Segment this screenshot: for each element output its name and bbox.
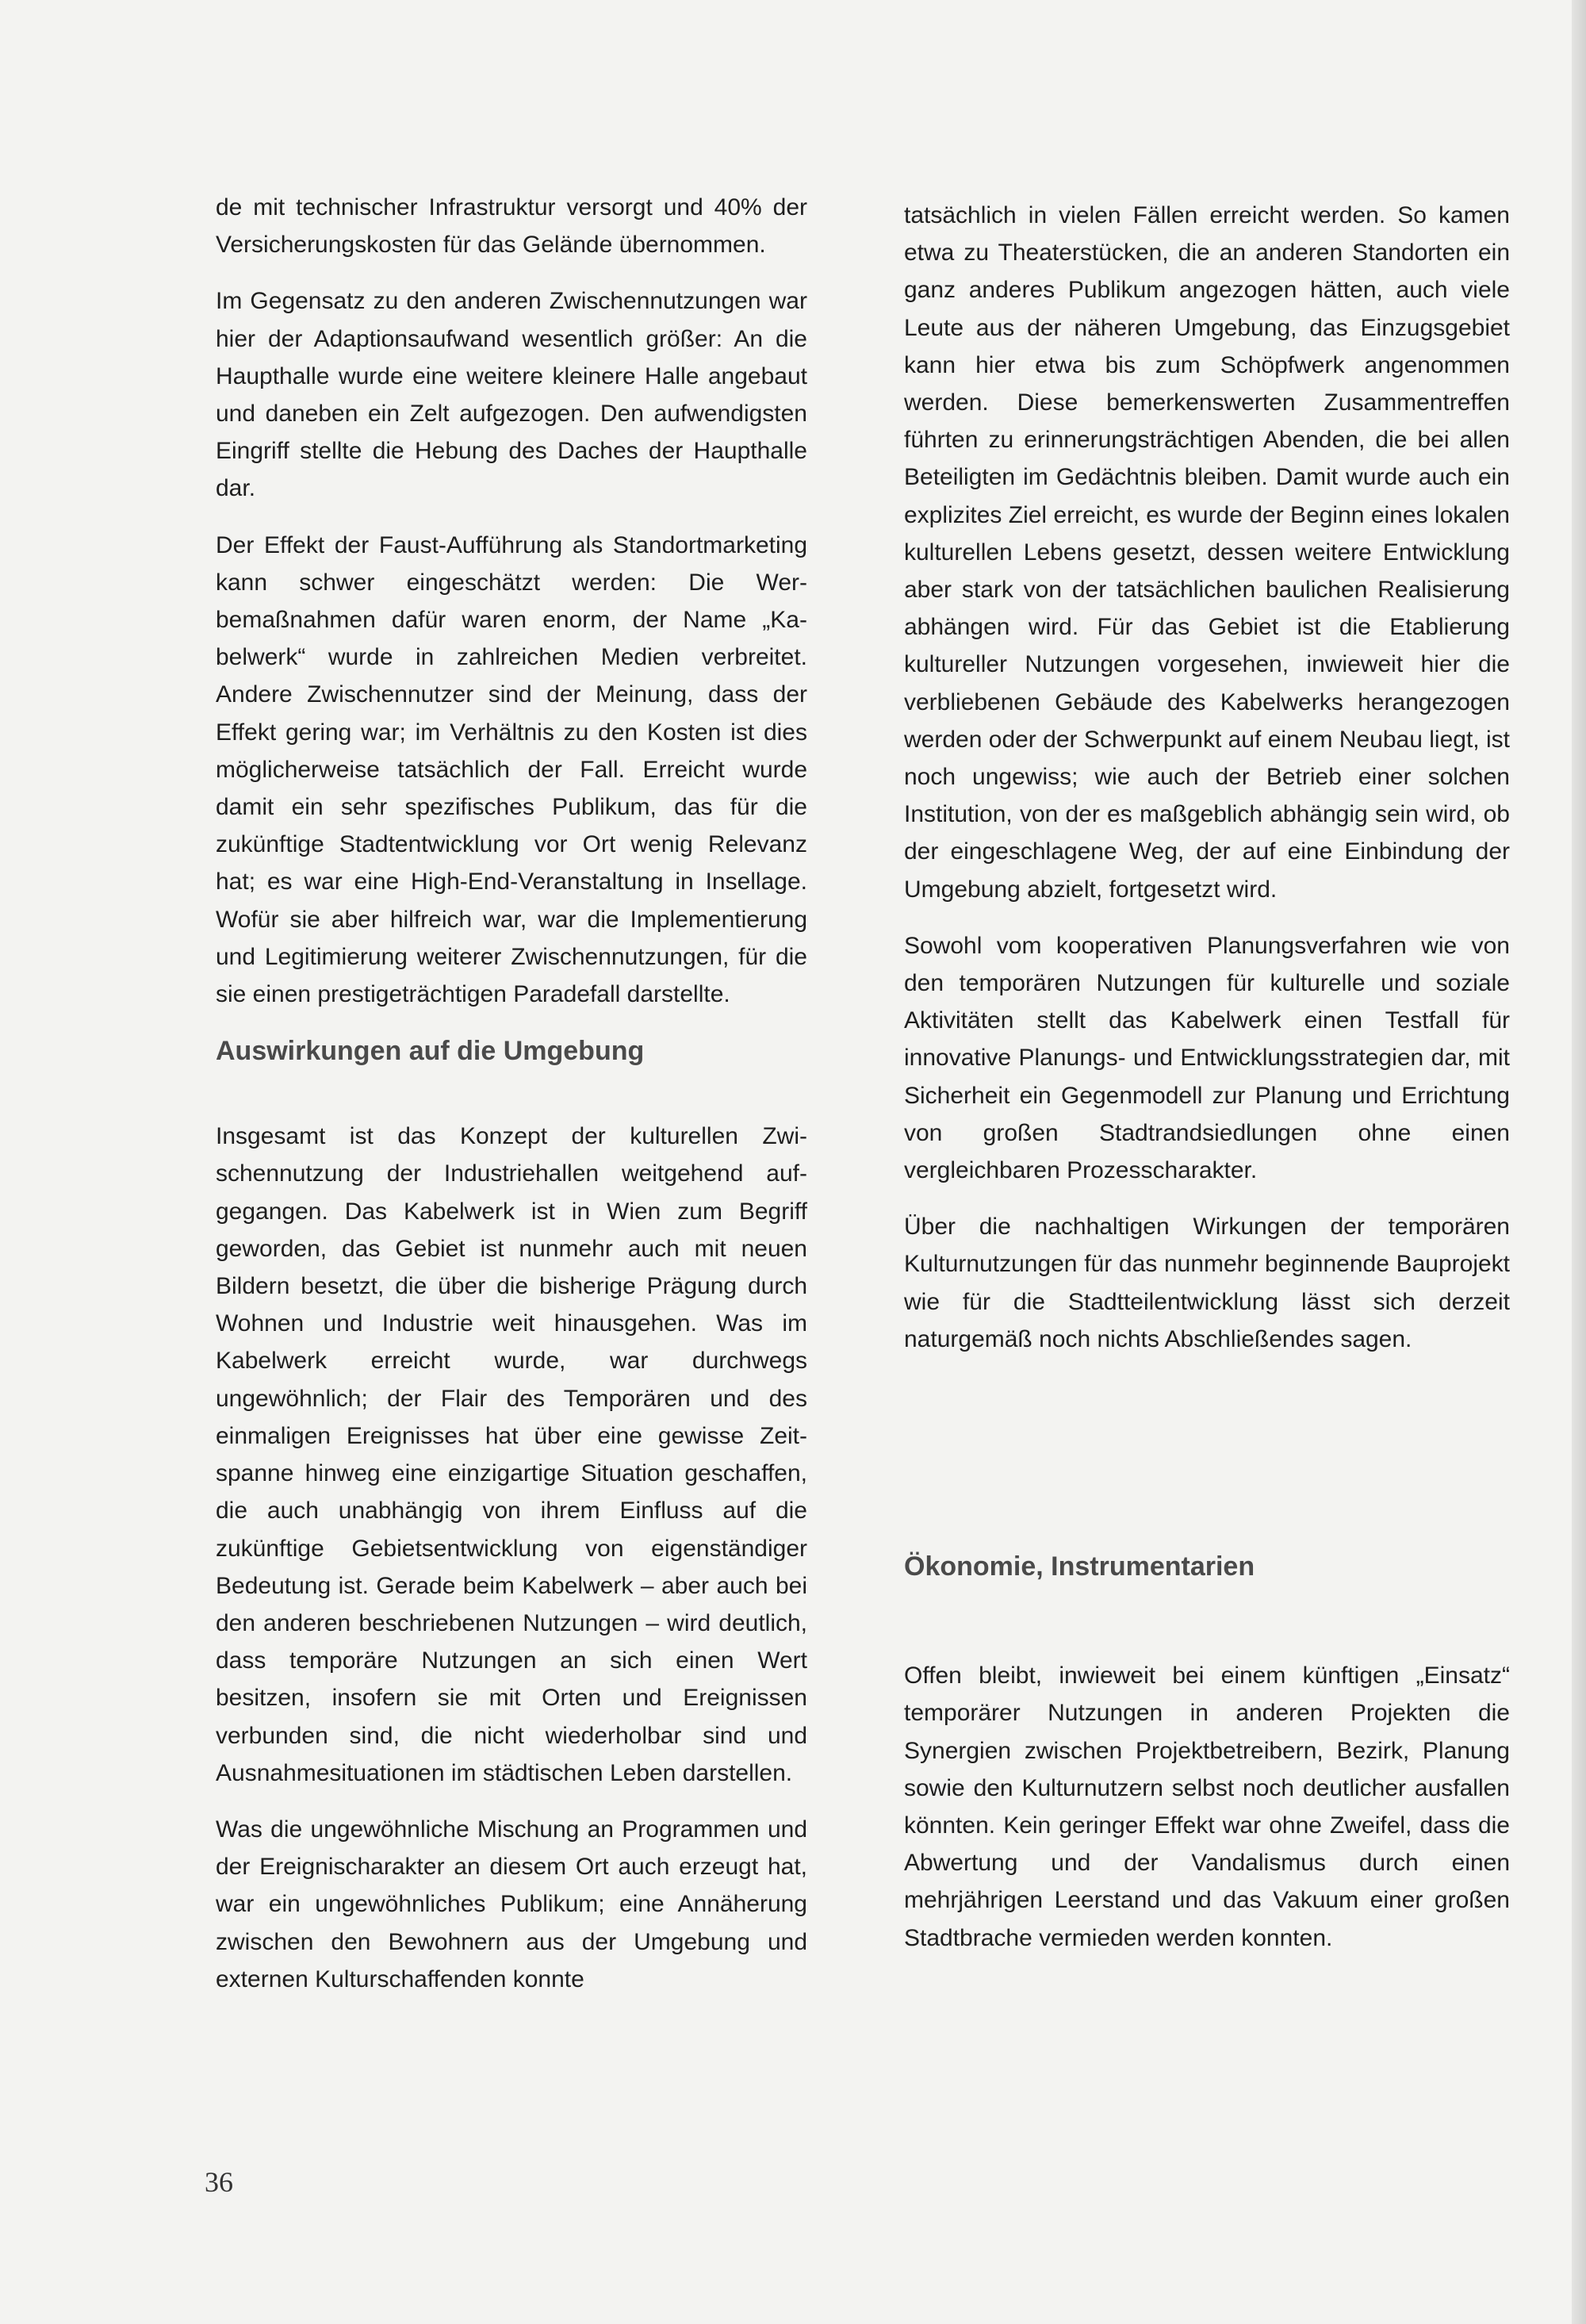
paragraph: de mit technischer Infrastruktur versorgt und 40% der Versicherungskosten für das Gelände übernommen.	[216, 194, 807, 259]
paragraph: Der Effekt der Faust-Aufführung als Standortmarketing kann schwer eingeschätzt werden: Die Werbemaßnahmen dafür waren enorm, der Name „Kabelwerk“ wurde in zahlreichen Medien verbreitet. Andere Zwischennutzer sind der Meinung, dass der Effekt gering war; im Verhältnis zu den Kosten ist dies möglicherweise tatsächlich der Fall. Erreicht wurde damit ein sehr spezifisches Publikum, das für die zukünftige Stadtentwicklung vor Ort wenig Relevanz hat; es war eine High-End-Veranstaltung in Insellage. Wofür sie aber hilfreich war, war die Implementierung und Legitimierung weiterer Zwischennutzungen, für die sie einen prestigeträchtigen Paradefall darstellte.	[216, 531, 807, 1008]
right-column	[904, 197, 1510, 1976]
column-gap	[904, 1377, 1510, 1547]
paragraph: Über die nachhaltigen Wirkungen der temporären Kulturnutzungen für das nunmehr beginnende Bauprojekt wie für die Stadtteilentwicklung lässt sich derzeit naturgemäß noch nichts Abschließendes sagen.	[904, 1214, 1510, 1352]
page-edge	[1572, 0, 1586, 2324]
paragraph: Im Gegensatz zu den anderen Zwischennutzungen war hier der Adaptionsaufwand wesentlich größer: An die Haupthalle wurde eine weitere kleinere Halle angebaut und daneben ein Zelt aufgezogen. Den aufwendigsten Eingriff stellte die Hebung des Daches der Haupthalle dar.	[216, 288, 807, 502]
section-heading: Auswirkungen auf die Umgebung	[216, 1036, 645, 1067]
paragraph: tatsächlich in vielen Fällen erreicht werden. So kamen etwa zu Theaterstücken, die an anderen Standorten ein ganz anderes Publikum angezogen hätten, auch viele Leute aus der näheren Umgebung, das Einzugsgebiet kann hier etwa bis zum Schöpfwerk angenommen werden. Diese bemerkenswerten Zusammentreffen führten zu erinnerungsträchtigen Abenden, die bei allen Beteiligten im Gedächtnis bleiben. Damit wurde auch ein explizites Ziel erreicht, es wurde der Beginn eines lokalen kulturellen Lebens gesetzt, dessen weitere Entwicklung aber stark von der tatsächlichen baulichen Realisierung abhängen wird. Für das Gebiet ist die Etablierung kultureller Nutzungen vorgesehen, inwieweit hier die verbliebenen Gebäude des Kabelwerks herangezogen werden oder der Schwerpunkt auf einem Neubau liegt, ist noch ungewiss; wie auch der Betrieb einer solchen Institution, von der es maßgeblich abhängig sein wird, ob der eingeschlagene Weg, der auf eine Einbindung der Umgebung abzielt, fortgesetzt wird.	[904, 202, 1510, 903]
page-number: 36	[205, 2166, 233, 2198]
paragraph: Insgesamt ist das Konzept der kulturellen Zwischennutzung der Industriehallen weitgehend aufgegangen. Das Kabelwerk ist in Wien zum Begriff geworden, das Gebiet ist nunmehr auch mit neuen Bildern besetzt, die über die bisherige Prägung durch Wohnen und Industrie weit hinausgehen. Was im Kabelwerk erreicht wurde, war durchwegs ungewöhnlich; der Flair des Temporären und des einmaligen Ereignisses hat über eine gewisse Zeitspanne hinweg eine einzigartige Situation geschaffen, die auch unabhängig von ihrem Einfluss auf die zukünftige Gebietsentwicklung von eigenständiger Bedeutung ist. Gerade beim Kabelwerk – aber auch bei den anderen beschriebenen Nutzungen – wird deutlich, dass temporäre Nutzungen an sich einen Wert besitzen, insofern sie mit Orten und Ereignissen verbunden sind, die nicht wiederholbar sind und Ausnahmesituationen im städtischen Leben darstellen.	[216, 1123, 807, 1786]
section-heading: Ökonomie, Instrumentarien	[904, 1551, 1255, 1582]
paragraph: Was die ungewöhnliche Mischung an Programmen und der Ereignischarakter an diesem Ort auch erzeugt hat, war ein ungewöhnliches Publikum; eine Annäherung zwischen den Bewohnern aus der Umgebung und externen Kulturschaffenden konnte	[216, 1816, 807, 1992]
left-column	[216, 189, 807, 2017]
paragraph: Offen bleibt, inwieweit bei einem künftigen „Einsatz“ temporärer Nutzungen in anderen Projekten die Synergien zwischen Projektbetreibern, Bezirk, Planung sowie den Kulturnutzern selbst noch deutlicher ausfallen könnten. Kein geringer Effekt war ohne Zweifel, dass die Abwertung und der Vandalismus durch einen mehrjährigen Leerstand und das Vakuum einer großen Stadtbrache vermieden werden konnten.	[904, 1662, 1510, 1951]
paragraph: Sowohl vom kooperativen Planungsverfahren wie von den temporären Nutzungen für kulturelle und soziale Aktivitäten stellt das Kabelwerk einen Testfall für innovative Planungs- und Entwicklungsstrategien dar, mit Sicherheit ein Gegenmodell zur Planung und Errichtung von großen Stadtrandsiedlungen ohne einen vergleichbaren Prozesscharakter.	[904, 932, 1510, 1184]
